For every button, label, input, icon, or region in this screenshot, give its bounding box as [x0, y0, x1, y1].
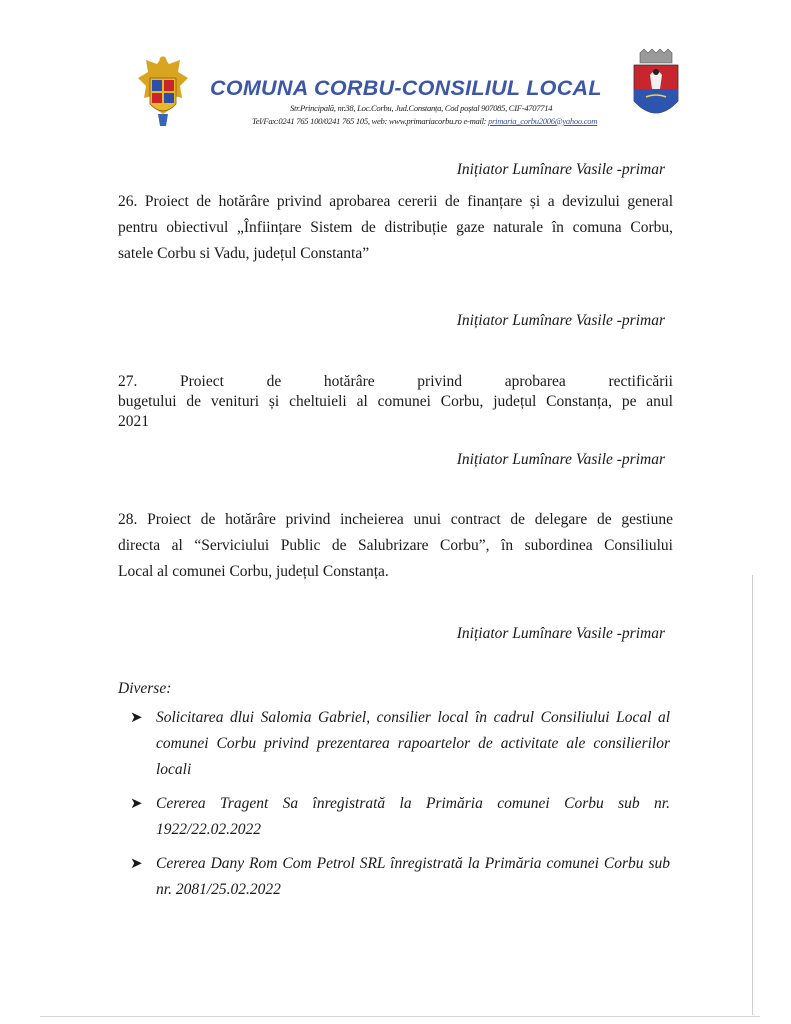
diverse-list	[130, 705, 670, 911]
diverse-item	[130, 791, 670, 843]
initiator-line-3: Inițiator Lumînare Vasile -primar	[456, 451, 665, 468]
diverse-item-text: Cererea Tragent Sa înregistrată la Primăria comunei Corbu sub nr. 1922/22.02.2022	[156, 795, 670, 838]
agenda-item-27-line: bugetului de venituri și cheltuieli al comunei Corbu, județul Constanța, pe anul	[118, 393, 673, 410]
agenda-item-27-line: 27. Proiect de hotărâre privind aprobarea rectificării	[118, 373, 673, 390]
diverse-item-text: Cererea Dany Rom Com Petrol SRL înregistrată la Primăria comunei Corbu sub nr. 2081/25.02.2022	[156, 855, 670, 898]
romania-coat-of-arms-icon	[136, 52, 190, 130]
corbu-coat-of-arms-icon	[630, 45, 682, 127]
institution-contact	[252, 116, 597, 126]
initiator-line-1: Inițiator Lumînare Vasile -primar	[456, 161, 665, 178]
institution-address: Str.Principală, nr.38, Loc.Corbu, Jud.Constanța, Cod poștal 907085, CIF-4707714	[290, 103, 553, 113]
arrow-bullet-icon: ➤	[130, 710, 143, 726]
initiator-line-2: Inițiator Lumînare Vasile -primar	[456, 312, 665, 329]
agenda-item-26-line: satele Corbu si Vadu, județul Constanta”	[118, 245, 370, 262]
contact-phone-web: Tel/Fax:0241 765 100/0241 765 105, web: www.primariacorbu.ro e-mail:	[252, 116, 487, 126]
scan-edge-divider	[752, 575, 753, 1015]
scan-bottom-divider	[40, 1016, 760, 1017]
agenda-item-26-line: pentru obiectivul „Înființare Sistem de distribuție gaze naturale în comuna Corbu,	[118, 219, 673, 236]
arrow-bullet-icon: ➤	[130, 856, 143, 872]
agenda-item-28-line: 28. Proiect de hotărâre privind incheierea unui contract de delegare de gestiune	[118, 511, 673, 528]
diverse-heading: Diverse:	[118, 680, 172, 697]
agenda-item-28-line: Local al comunei Corbu, județul Constanța.	[118, 563, 389, 580]
agenda-item-28-line: directa al “Serviciului Public de Salubrizare Corbu”, în subordinea Consiliului	[118, 537, 673, 554]
agenda-item-27	[118, 372, 673, 432]
diverse-item	[130, 851, 670, 903]
arrow-bullet-icon: ➤	[130, 796, 143, 812]
agenda-item-27-line: 2021	[118, 413, 149, 430]
institution-title: COMUNA CORBU-CONSILIUL LOCAL	[210, 76, 602, 100]
initiator-line-4: Inițiator Lumînare Vasile -primar	[456, 625, 665, 642]
agenda-item-26	[118, 189, 673, 267]
agenda-item-28	[118, 507, 673, 585]
contact-email-link[interactable]: primaria_corbu2006@yahoo.com	[488, 116, 598, 126]
agenda-item-26-line: 26. Proiect de hotărâre privind aprobarea cererii de finanțare și a devizului general	[118, 193, 673, 210]
diverse-item-text: Solicitarea dlui Salomia Gabriel, consilier local în cadrul Consiliului Local al comunei Corbu privind prezentarea rapoartelor de activitate ale consilierilor locali	[156, 709, 670, 778]
diverse-item	[130, 705, 670, 783]
